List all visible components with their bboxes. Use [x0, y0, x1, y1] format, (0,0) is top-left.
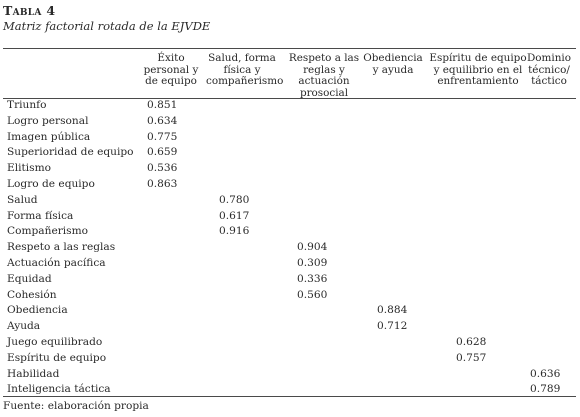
- table-row: [0, 303, 580, 319]
- header-factor-3: Respeto a las reglas y actuación prosocial: [288, 52, 360, 99]
- table-source: Fuente: elaboración propia: [3, 400, 149, 412]
- loading-value: 0.634: [147, 114, 178, 127]
- row-label: Logro personal: [7, 114, 89, 127]
- row-label: Respeto a las reglas: [7, 241, 116, 254]
- table-row: [0, 209, 580, 225]
- loading-value: 0.916: [219, 225, 250, 238]
- loading-value: 0.617: [219, 209, 250, 222]
- loading-value: 0.628: [456, 336, 487, 348]
- loading-value: 0.851: [147, 99, 178, 111]
- top-rule: [3, 48, 576, 49]
- loading-value: 0.904: [297, 241, 328, 254]
- table-row: [0, 145, 580, 161]
- table-row: [0, 288, 580, 304]
- header-factor-2: Salud, forma física y compañerismo: [206, 52, 284, 88]
- row-label: Inteligencia táctica: [7, 383, 111, 396]
- row-label: Imagen pública: [7, 130, 91, 143]
- table-row: [0, 130, 580, 146]
- loading-value: 0.789: [530, 383, 561, 396]
- row-label: Forma física: [7, 209, 74, 222]
- loading-value: 0.309: [297, 257, 328, 269]
- row-label: Equidad: [7, 272, 52, 285]
- table-row: [0, 177, 580, 193]
- loading-value: 0.636: [530, 367, 561, 380]
- loading-value: 0.780: [219, 193, 250, 206]
- row-label: Ayuda: [7, 320, 41, 333]
- row-label: Superioridad de equipo: [7, 146, 134, 159]
- table-row: [0, 367, 580, 383]
- loading-value: 0.536: [147, 162, 178, 175]
- loading-value: 0.336: [297, 272, 328, 285]
- header-factor-6: Dominio técnico/ táctico: [526, 52, 572, 88]
- loading-value: 0.757: [456, 351, 487, 364]
- row-label: Salud: [7, 193, 38, 206]
- table-row: [0, 240, 580, 256]
- header-factor-5: Espíritu de equipo y equilibrio en el enfrentamiento: [429, 52, 527, 88]
- header-factor-1: Éxito personal y de equipo: [143, 52, 199, 88]
- table-row: [0, 335, 580, 351]
- header-factor-4: Obediencia y ayuda: [363, 52, 423, 76]
- loading-value: 0.712: [377, 320, 408, 333]
- row-label: Elitismo: [7, 162, 52, 175]
- row-label: Logro de equipo: [7, 178, 95, 190]
- row-label: Actuación pacífica: [7, 257, 106, 269]
- loading-value: 0.659: [147, 146, 178, 159]
- row-label: Habilidad: [7, 367, 60, 380]
- table-row: [0, 224, 580, 240]
- table-row: [0, 98, 580, 114]
- row-label: Compañerismo: [7, 225, 89, 238]
- loading-value: 0.884: [377, 304, 408, 317]
- table-row: [0, 114, 580, 130]
- table-label: Tabla 4: [3, 3, 56, 18]
- row-label: Obediencia: [7, 304, 68, 317]
- loading-value: 0.863: [147, 178, 178, 190]
- row-label: Cohesión: [7, 288, 57, 301]
- table-row: [0, 319, 580, 335]
- row-label: Triunfo: [7, 99, 47, 111]
- table-caption: Matriz factorial rotada de la EJVDE: [3, 19, 211, 33]
- table-row: [0, 256, 580, 272]
- table-row: [0, 351, 580, 367]
- loading-value: 0.560: [297, 288, 328, 301]
- bottom-rule: [3, 396, 576, 397]
- table-row: [0, 161, 580, 177]
- table-row: [0, 272, 580, 288]
- table-row: [0, 193, 580, 209]
- row-label: Espíritu de equipo: [7, 351, 107, 364]
- row-label: Juego equilibrado: [7, 336, 103, 348]
- loading-value: 0.775: [147, 130, 178, 143]
